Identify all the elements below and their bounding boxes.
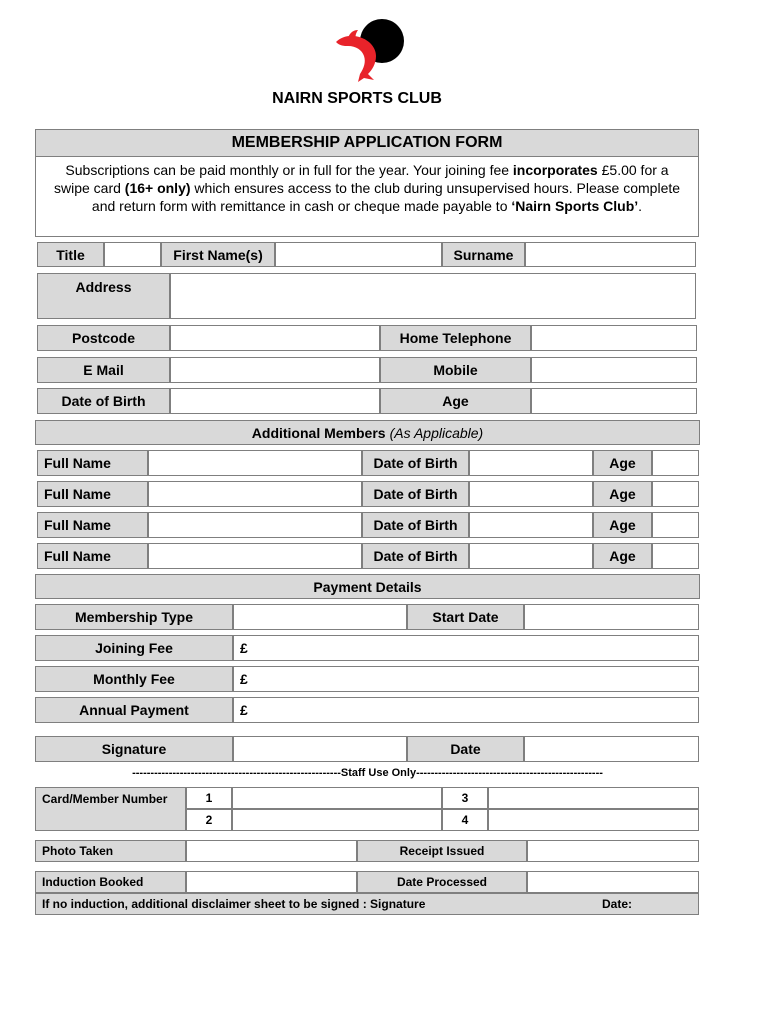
card-number-field-1[interactable]	[232, 787, 442, 809]
first-names-label: First Name(s)	[161, 242, 275, 267]
title-label: Title	[37, 242, 104, 267]
card-number-field-3[interactable]	[488, 787, 699, 809]
member-dob-label: Date of Birth	[362, 512, 469, 538]
email-field[interactable]	[170, 357, 380, 383]
receipt-issued-field[interactable]	[527, 840, 699, 862]
induction-booked-field[interactable]	[186, 871, 357, 893]
intro-bold-3: ‘Nairn Sports Club’	[511, 198, 639, 214]
mobile-label: Mobile	[380, 357, 531, 383]
member-dob-field[interactable]	[469, 543, 593, 569]
member-dob-label: Date of Birth	[362, 543, 469, 569]
full-name-field[interactable]	[148, 481, 362, 507]
full-name-label: Full Name	[37, 450, 148, 476]
member-age-field[interactable]	[652, 512, 699, 538]
club-name: NAIRN SPORTS CLUB	[272, 90, 442, 107]
member-age-field[interactable]	[652, 543, 699, 569]
dob-field[interactable]	[170, 388, 380, 414]
intro-bold-2: (16+ only)	[124, 180, 191, 196]
title-field[interactable]	[104, 242, 161, 267]
member-age-label: Age	[593, 512, 652, 538]
additional-members-header	[35, 420, 700, 445]
membership-type-label: Membership Type	[35, 604, 233, 630]
full-name-field[interactable]	[148, 543, 362, 569]
club-logo	[330, 16, 410, 84]
receipt-issued-label: Receipt Issued	[357, 840, 527, 862]
full-name-label: Full Name	[37, 543, 148, 569]
address-field[interactable]	[170, 273, 696, 319]
induction-booked-label: Induction Booked	[35, 871, 186, 893]
additional-members-note: (As Applicable)	[389, 424, 484, 441]
card-number-field-4[interactable]	[488, 809, 699, 831]
staff-use-divider: ---------------------------------------------------------Staff Use Only---------------------------------------------------	[132, 767, 603, 779]
additional-members-heading: Additional Members	[251, 424, 386, 441]
photo-taken-label: Photo Taken	[35, 840, 186, 862]
photo-taken-field[interactable]	[186, 840, 357, 862]
disclaimer-date-label: Date:	[601, 897, 632, 911]
member-dob-field[interactable]	[469, 512, 593, 538]
intro-bold-1: incorporates	[512, 162, 598, 178]
form-title: MEMBERSHIP APPLICATION FORM	[35, 129, 699, 157]
member-dob-label: Date of Birth	[362, 481, 469, 507]
date-label: Date	[407, 736, 524, 762]
form-intro	[35, 157, 699, 237]
surname-field[interactable]	[525, 242, 696, 267]
date-field[interactable]	[524, 736, 699, 762]
annual-payment-label: Annual Payment	[35, 697, 233, 723]
monthly-fee-field[interactable]: £	[233, 666, 699, 692]
email-label: E Mail	[37, 357, 170, 383]
age-label: Age	[380, 388, 531, 414]
signature-label: Signature	[35, 736, 233, 762]
full-name-label: Full Name	[37, 481, 148, 507]
start-date-label: Start Date	[407, 604, 524, 630]
full-name-label: Full Name	[37, 512, 148, 538]
home-telephone-label: Home Telephone	[380, 325, 531, 351]
intro-text-2: £5.00 for a swipe card	[53, 162, 669, 196]
date-processed-label: Date Processed	[357, 871, 527, 893]
member-dob-field[interactable]	[469, 450, 593, 476]
dob-label: Date of Birth	[37, 388, 170, 414]
intro-text-3: which ensures access to the club during unsupervised hours. Please complete and return form with remittance in cash or cheque made payable to	[91, 180, 681, 214]
member-dob-label: Date of Birth	[362, 450, 469, 476]
member-age-label: Age	[593, 450, 652, 476]
payment-details-header: Payment Details	[35, 574, 700, 599]
member-age-field[interactable]	[652, 481, 699, 507]
intro-text-1: Subscriptions can be paid monthly or in full for the year. Your joining fee	[65, 162, 513, 178]
first-names-field[interactable]	[275, 242, 442, 267]
monthly-fee-label: Monthly Fee	[35, 666, 233, 692]
postcode-label: Postcode	[37, 325, 170, 351]
dolphin-ball-logo-icon	[330, 16, 410, 84]
signature-field[interactable]	[233, 736, 407, 762]
age-field[interactable]	[531, 388, 697, 414]
joining-fee-label: Joining Fee	[35, 635, 233, 661]
disclaimer-row	[35, 893, 699, 915]
member-dob-field[interactable]	[469, 481, 593, 507]
membership-type-field[interactable]	[233, 604, 407, 630]
disclaimer-signature-label: If no induction, additional disclaimer sheet to be signed : Signature	[42, 897, 426, 911]
member-age-label: Age	[593, 543, 652, 569]
intro-text-4: .	[638, 198, 643, 214]
card-number-index-3: 3	[442, 787, 488, 809]
card-number-field-2[interactable]	[232, 809, 442, 831]
home-telephone-field[interactable]	[531, 325, 697, 351]
postcode-field[interactable]	[170, 325, 380, 351]
member-age-label: Age	[593, 481, 652, 507]
full-name-field[interactable]	[148, 450, 362, 476]
mobile-field[interactable]	[531, 357, 697, 383]
full-name-field[interactable]	[148, 512, 362, 538]
card-number-index-2: 2	[186, 809, 232, 831]
annual-payment-field[interactable]: £	[233, 697, 699, 723]
card-member-number-label: Card/Member Number	[35, 787, 186, 831]
card-number-index-4: 4	[442, 809, 488, 831]
joining-fee-field[interactable]: £	[233, 635, 699, 661]
start-date-field[interactable]	[524, 604, 699, 630]
address-label: Address	[37, 273, 170, 319]
surname-label: Surname	[442, 242, 525, 267]
member-age-field[interactable]	[652, 450, 699, 476]
card-number-index-1: 1	[186, 787, 232, 809]
date-processed-field[interactable]	[527, 871, 699, 893]
